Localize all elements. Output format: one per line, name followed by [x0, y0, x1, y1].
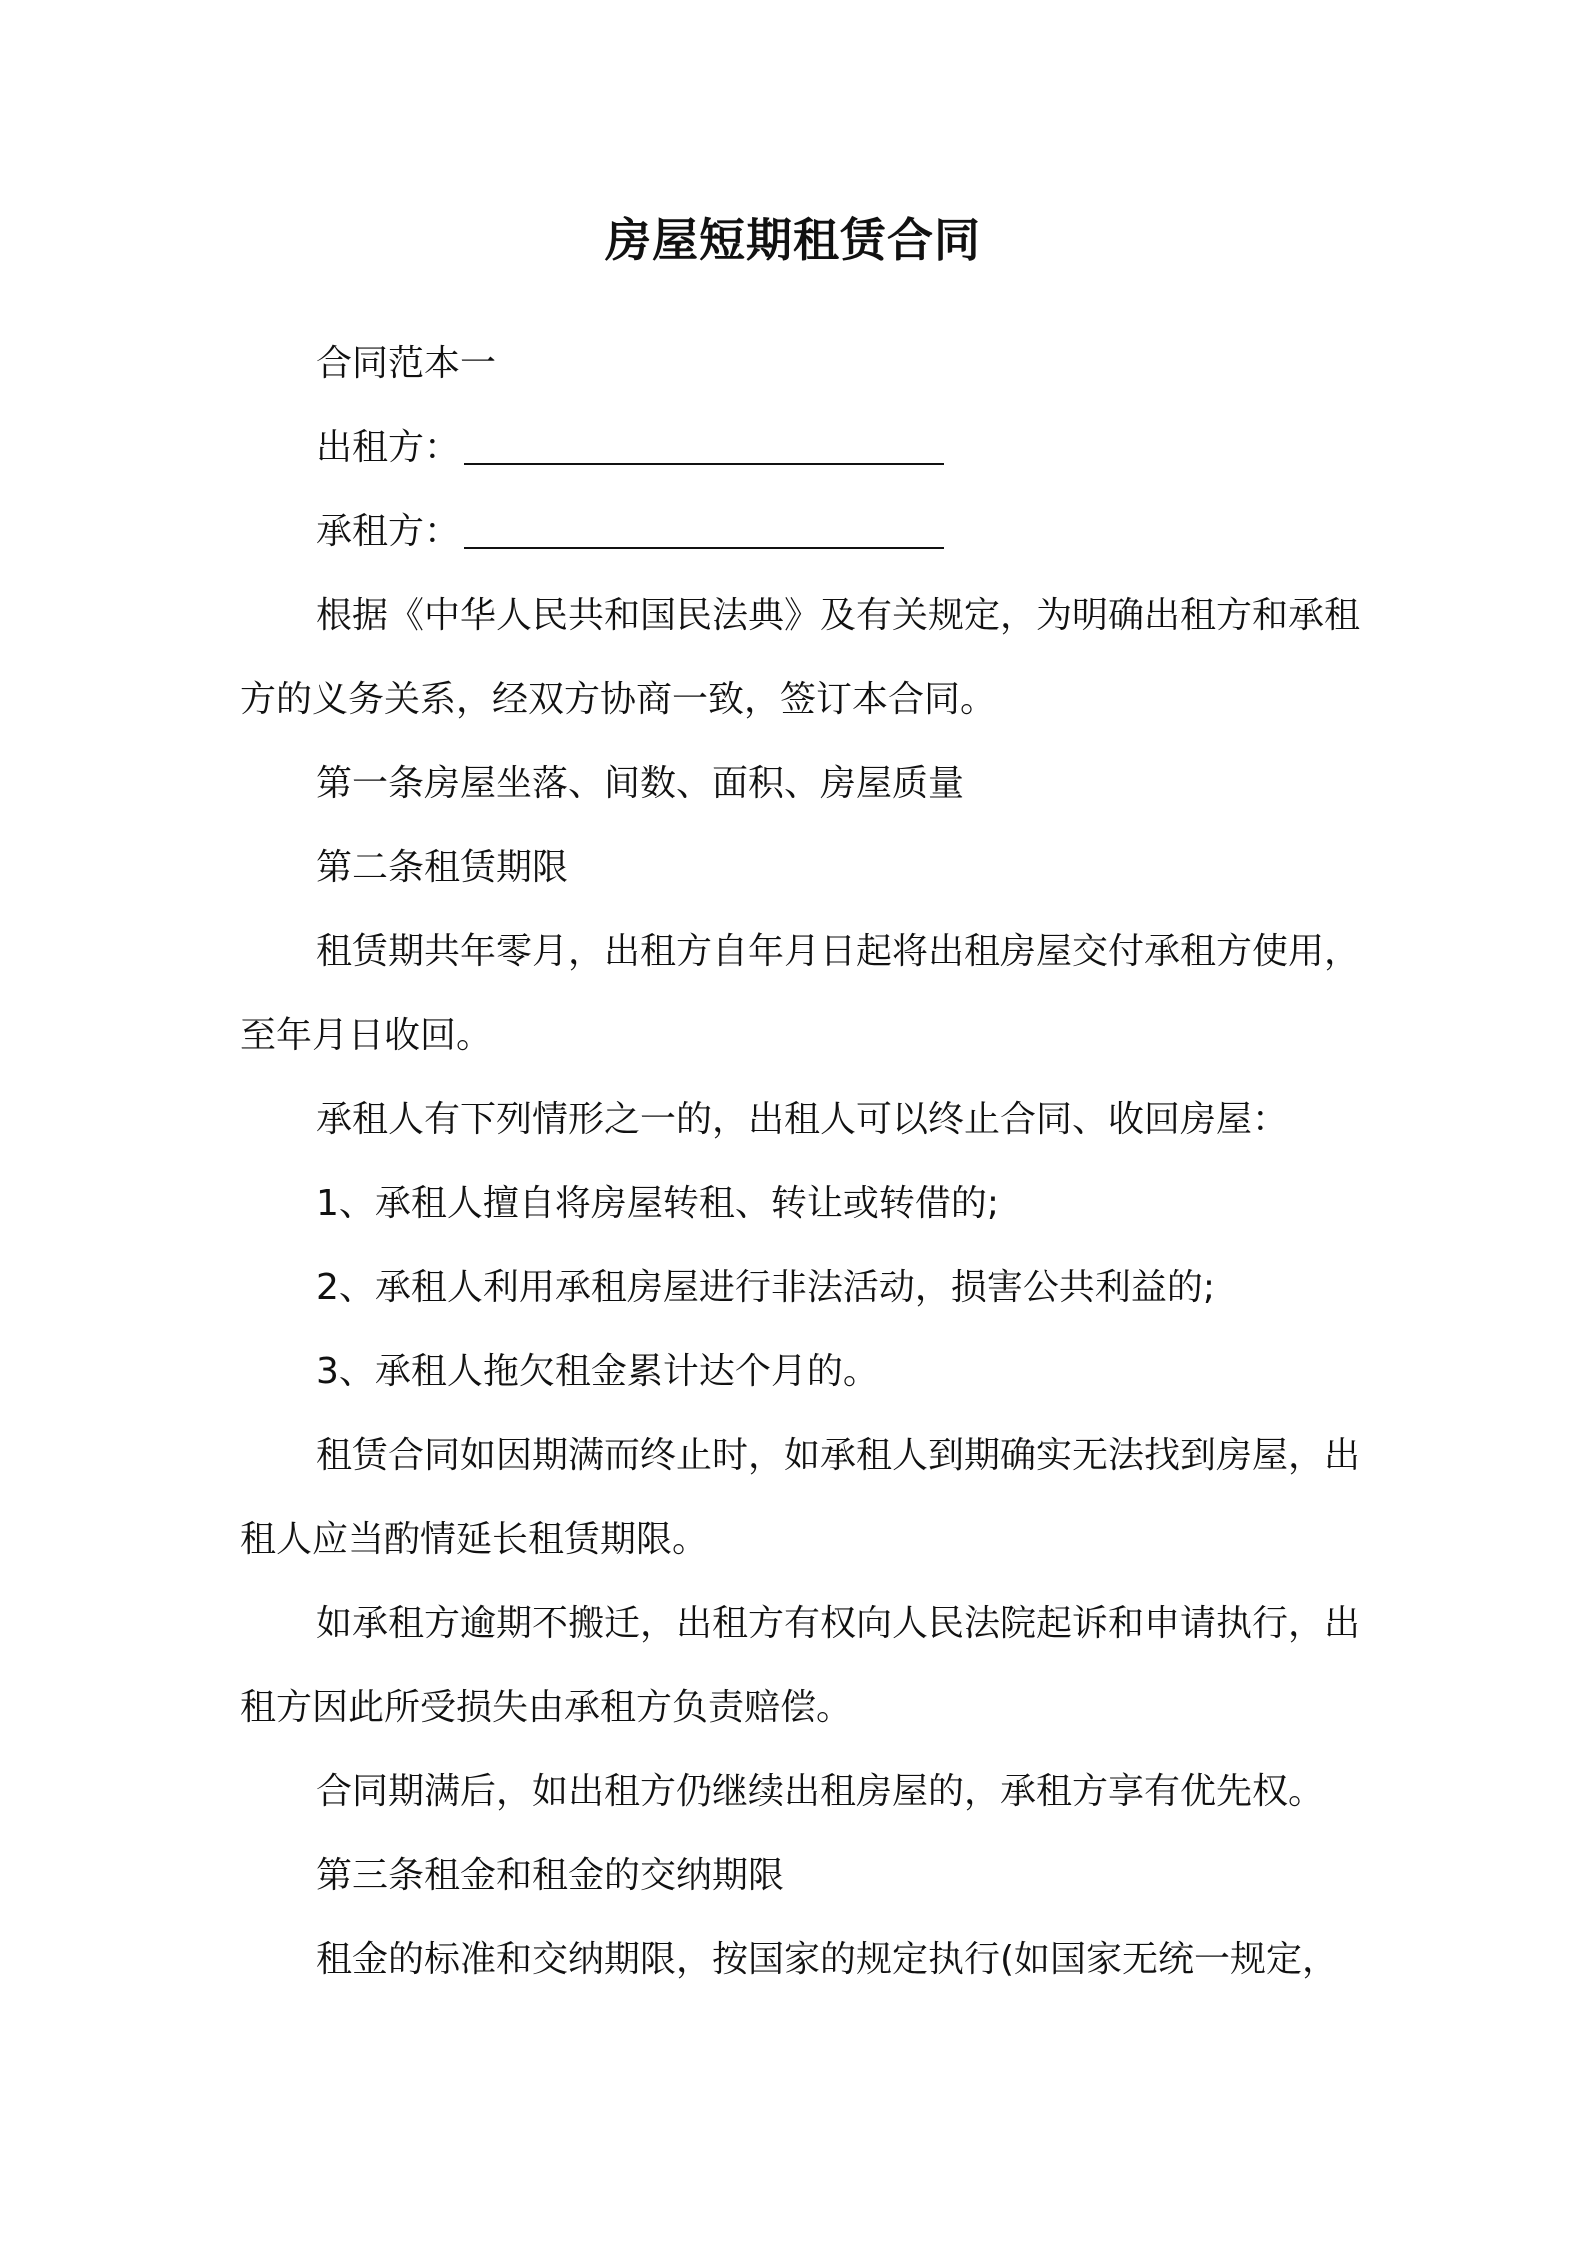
article-3-heading: 第三条租金和租金的交纳期限 [316, 1855, 785, 1896]
lessee-label: 承租方： [316, 511, 461, 552]
article-1-heading: 第一条房屋坐落、间数、面积、房屋质量 [316, 763, 965, 804]
list-item-2: 2、承租人利用承租房屋进行非法活动，损害公共利益的; [316, 1267, 1216, 1308]
article-2-heading: 第二条租赁期限 [316, 847, 569, 888]
paragraph-termination-conditions: 承租人有下列情形之一的，出租人可以终止合同、收回房屋： [316, 1099, 1289, 1140]
lessor-blank [464, 427, 944, 465]
page-title: 房屋短期租赁合同 [605, 213, 981, 267]
lessor-label: 出租方： [316, 427, 461, 468]
lessor-field-row [240, 406, 1380, 490]
paragraph-extension: 租赁合同如因期满而终止时，如承租人到期确实无法找到房屋，出租人应当酌情延长租赁期限。 [240, 1435, 1361, 1560]
document-body [240, 322, 1380, 2002]
list-item-1: 1、承租人擅自将房屋转租、转让或转借的; [316, 1183, 1000, 1224]
paragraph-preamble: 根据《中华人民共和国民法典》及有关规定，为明确出租方和承租方的义务关系，经双方协商一致，签订本合同。 [240, 595, 1361, 720]
paragraph-lease-term: 租赁期共年零月，出租方自年月日起将出租房屋交付承租方使用，至年月日收回。 [240, 931, 1361, 1056]
paragraph-overdue-relocation: 如承租方逾期不搬迁，出租方有权向人民法院起诉和申请执行，出租方因此所受损失由承租方负责赔偿。 [240, 1603, 1361, 1728]
subtitle: 合同范本一 [316, 343, 497, 384]
lessee-field-row [240, 490, 1380, 574]
lessee-blank [464, 511, 944, 549]
paragraph-priority-right: 合同期满后，如出租方仍继续出租房屋的，承租方享有优先权。 [316, 1771, 1325, 1812]
paragraph-rent-standard: 租金的标准和交纳期限，按国家的规定执行(如国家无统一规定， [316, 1939, 1339, 1980]
list-item-3: 3、承租人拖欠租金累计达个月的。 [316, 1351, 879, 1392]
